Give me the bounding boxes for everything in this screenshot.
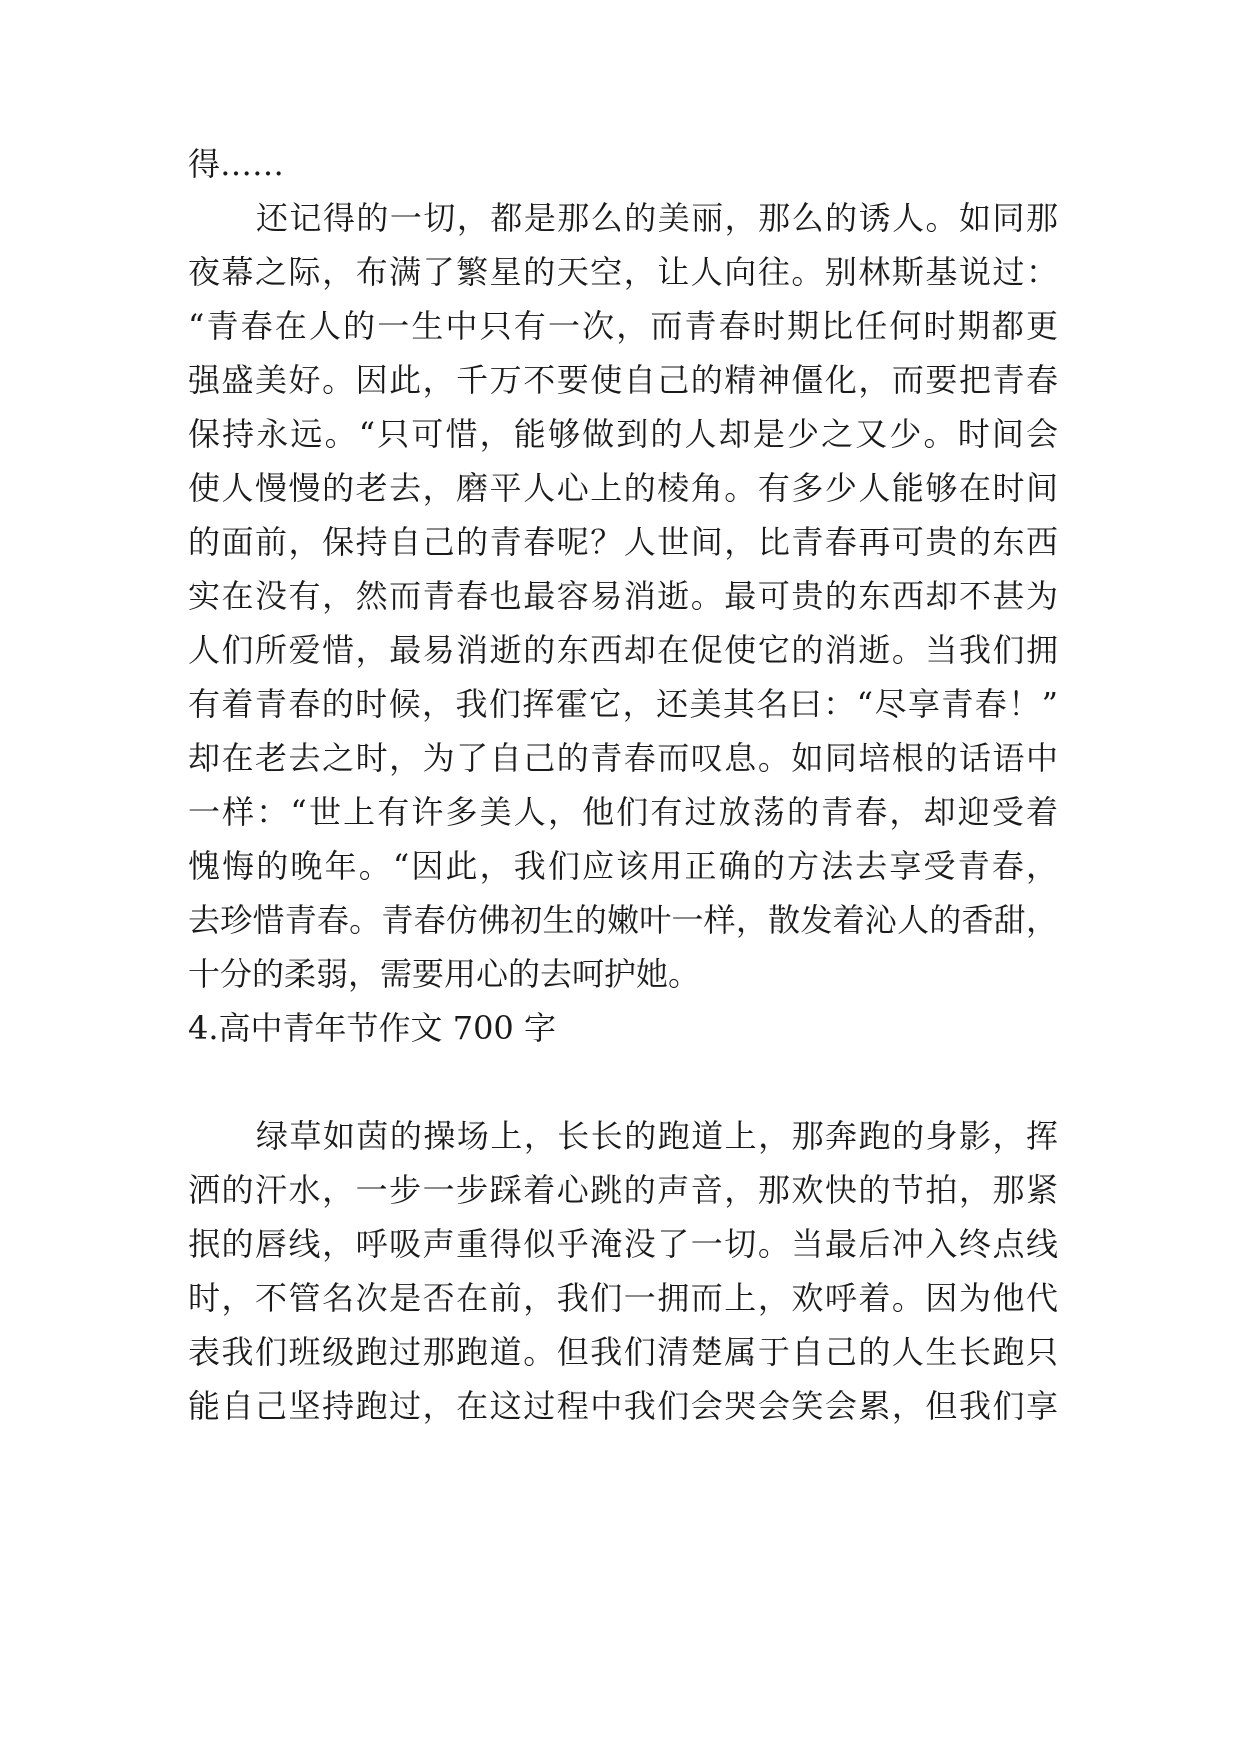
text-line: 愧悔的晚年。“因此，我们应该用正确的方法去享受青春， bbox=[188, 847, 1058, 885]
text-line: 能自己坚持跑过，在这过程中我们会哭会笑会累，但我们享 bbox=[188, 1387, 1058, 1425]
text-line: 夜幕之际，布满了繁星的天空，让人向往。别林斯基说过： bbox=[188, 253, 1058, 291]
text-line: 却在老去之时，为了自己的青春而叹息。如同培根的话语中 bbox=[188, 739, 1058, 777]
section-heading: 4.高中青年节作文 700 字 bbox=[188, 1009, 556, 1047]
text-line: “青春在人的一生中只有一次，而青春时期比任何时期都更 bbox=[188, 307, 1058, 345]
text-line: 去珍惜青春。青春仿佛初生的嫩叶一样，散发着沁人的香甜， bbox=[188, 901, 1058, 939]
text-line: 保持永远。“只可惜，能够做到的人却是少之又少。时间会 bbox=[188, 415, 1058, 453]
paragraph-first-line: 绿草如茵的操场上，长长的跑道上，那奔跑的身影，挥 bbox=[256, 1117, 1058, 1155]
text-line: 一样：“世上有许多美人，他们有过放荡的青春，却迎受着 bbox=[188, 793, 1058, 831]
text-line: 的面前，保持自己的青春呢？人世间，比青春再可贵的东西 bbox=[188, 523, 1058, 561]
text-line: 时，不管名次是否在前，我们一拥而上，欢呼着。因为他代 bbox=[188, 1279, 1058, 1317]
text-line: 得…… bbox=[188, 145, 285, 183]
paragraph-first-line: 还记得的一切，都是那么的美丽，那么的诱人。如同那 bbox=[256, 199, 1058, 237]
text-line: 强盛美好。因此，千万不要使自己的精神僵化，而要把青春 bbox=[188, 361, 1058, 399]
text-line: 使人慢慢的老去，磨平人心上的棱角。有多少人能够在时间 bbox=[188, 469, 1058, 507]
text-line: 表我们班级跑过那跑道。但我们清楚属于自己的人生长跑只 bbox=[188, 1333, 1058, 1371]
text-line: 有着青春的时候，我们挥霍它，还美其名曰：“尽享青春！” bbox=[188, 685, 1058, 723]
text-line: 实在没有，然而青春也最容易消逝。最可贵的东西却不甚为 bbox=[188, 577, 1058, 615]
text-line: 洒的汗水，一步一步踩着心跳的声音，那欢快的节拍，那紧 bbox=[188, 1171, 1058, 1209]
text-line: 十分的柔弱，需要用心的去呵护她。 bbox=[188, 955, 701, 993]
text-line: 人们所爱惜，最易消逝的东西却在促使它的消逝。当我们拥 bbox=[188, 631, 1058, 669]
text-line: 抿的唇线，呼吸声重得似乎淹没了一切。当最后冲入终点线 bbox=[188, 1225, 1058, 1263]
